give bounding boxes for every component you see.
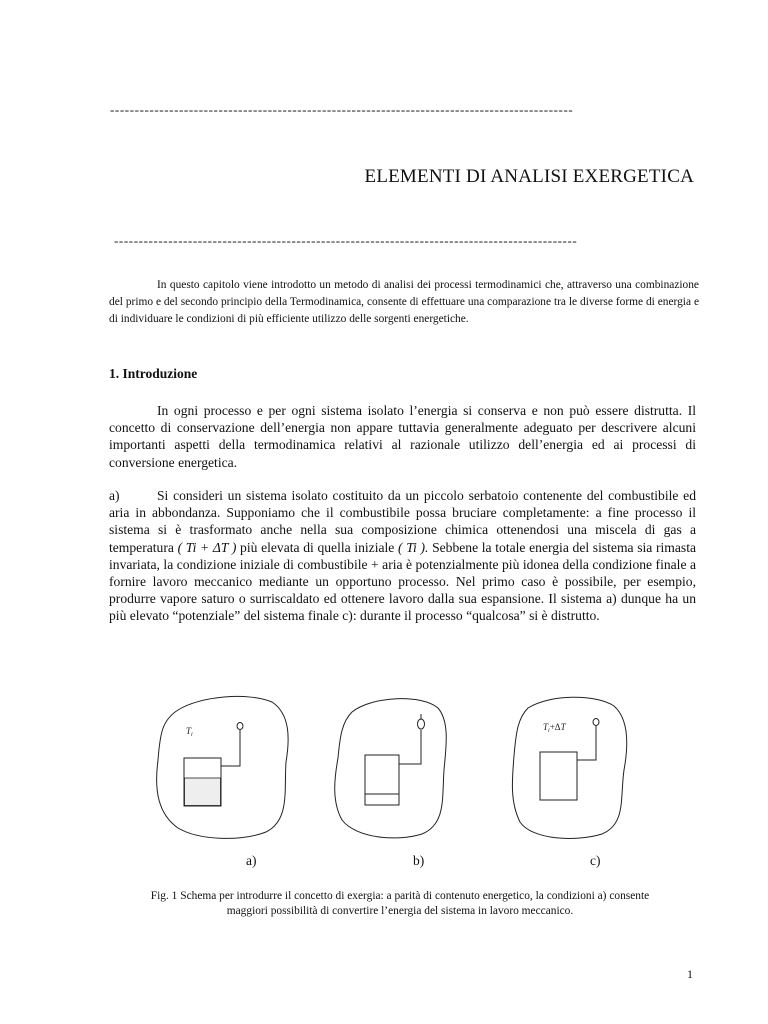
system-b-valve [418, 719, 425, 729]
figure-diagram [140, 690, 640, 840]
header-rule-bottom: ---------------------------------------------------------------------------------------------- [114, 233, 578, 248]
system-a-fuel [185, 778, 221, 806]
system-c [512, 697, 626, 838]
system-a-valve [237, 723, 243, 730]
system-a-boundary [157, 696, 289, 838]
header-rule-top: ---------------------------------------------------------------------------------------------- [110, 102, 574, 117]
system-c-valve [593, 719, 599, 726]
abstract-paragraph: In questo capitolo viene introdotto un metodo di analisi dei processi termodinamici che, attraverso una combinazione del primo e del secondo principio della Termodinamica, consente di effettuare una comparazione tra le diverse forme di energia e di individuare le condizioni di più efficiente utilizzo delle sorgenti energetiche. [109, 279, 699, 325]
system-c-boundary [512, 697, 626, 838]
figure-label-b: b) [413, 853, 425, 868]
paragraph-text-3: Sebbene la totale energia del sistema sia rimasta invariata, la condizione iniziale di combustibile + aria è potenzialmente più idonea della condizione finale a fornire lavoro meccanico mediante un opportuno processo. Nel primo caso è possibile, per esempio, produrre vapore saturo o surriscaldato ed ottenere lavoro dalla sua espansione. Il sistema a) dunque ha un più elevato “potenziale” del sistema finale c): durante il processo “qualcosa” si è distrutto. [109, 539, 697, 624]
section-heading: 1. Introduzione [109, 366, 198, 381]
figure-label-a: a) [246, 853, 257, 868]
paragraph-text-2: più elevata di quella iniziale [240, 539, 395, 555]
system-b-boundary [335, 699, 447, 838]
system-c-tank [540, 752, 577, 800]
figure-1 [140, 690, 640, 840]
example-paragraph [109, 487, 696, 625]
system-b [335, 699, 447, 838]
formula-initial-temperature: ( Ti ). [398, 539, 429, 555]
intro-paragraph: In ogni processo e per ogni sistema isolato l’energia si conserva e non può essere distrutta. Il concetto di conservazione dell’energia non appare tuttavia generalmente adeguato per descrivere alcuni importanti aspetti della termodinamica relativi al razionale utilizzo dell’energia ed ai processi di conversione energetica. [109, 403, 696, 470]
system-a-pipe [221, 730, 240, 766]
system-a-temperature: $T_i$ [186, 726, 193, 738]
paragraph-text-1: Si consideri un sistema isolato costituito da un piccolo serbatoio contenente del combustibile ed aria in abbondanza. Supponiamo che il combustibile possa bruciare completamente: a fine processo il sistema si è trasformato anche nella sua composizione chimica ottenendosi una miscela di gas a temperatura [109, 488, 696, 555]
system-b-tank [365, 755, 399, 805]
system-c-pipe [577, 726, 596, 760]
system-a [157, 696, 289, 838]
page-title: ELEMENTI DI ANALISI EXERGETICA [364, 166, 694, 187]
figure-caption-line-1: Fig. 1 Schema per introdurre il concetto di exergia: a parità di contenuto energetico, la condizioni a) consente [150, 890, 650, 902]
formula-final-temperature: ( Ti + ΔT ) [177, 539, 237, 555]
figure-caption-line-2: maggiori possibilità di convertire l’energia del sistema in lavoro meccanico. [226, 905, 574, 917]
page-number: 1 [687, 967, 693, 981]
figure-caption [110, 889, 690, 919]
figure-label-c: c) [590, 853, 601, 868]
paragraph-label: a) [109, 488, 120, 503]
system-b-pipe [399, 730, 421, 764]
system-c-temperature: $T_i+\Delta T$ [543, 722, 566, 734]
